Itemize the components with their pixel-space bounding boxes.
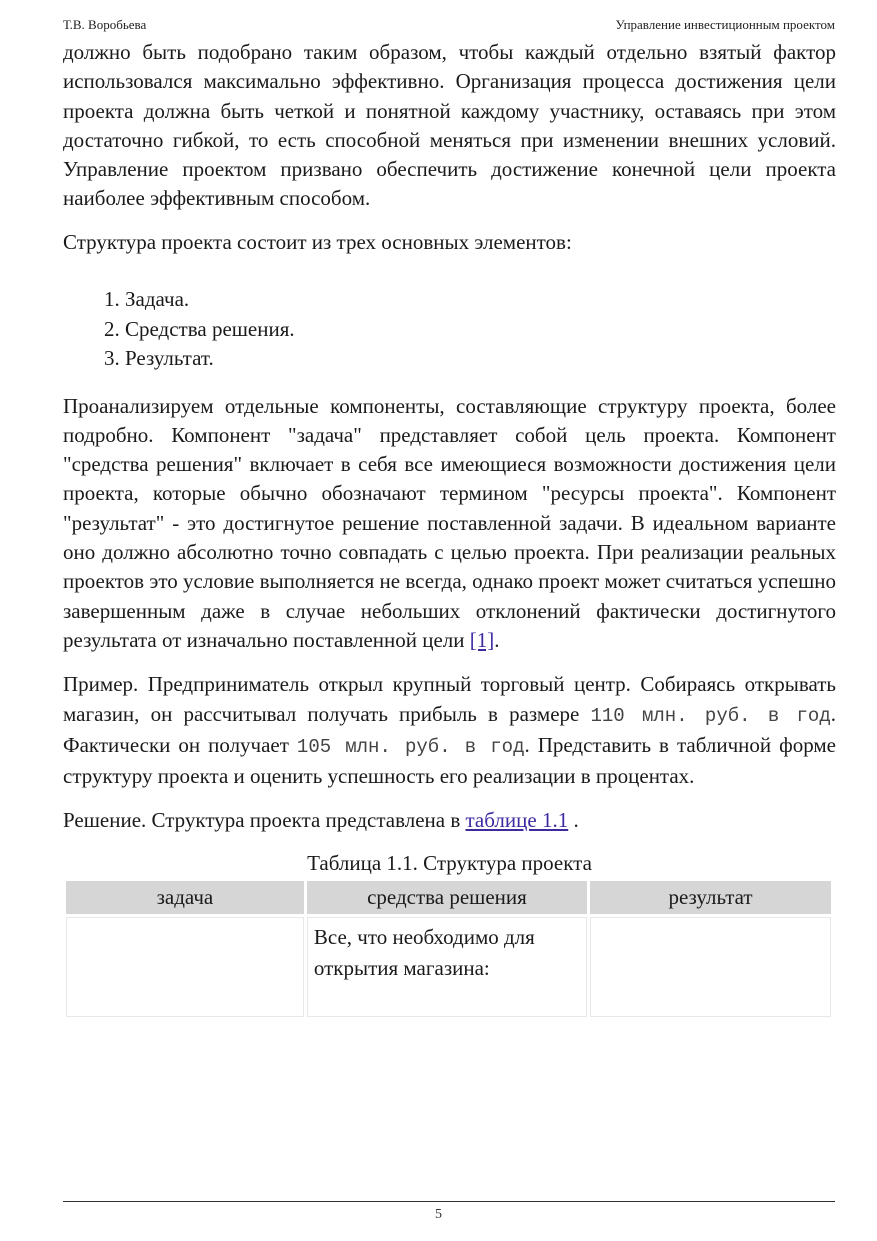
project-structure-table [63,878,834,1020]
reference-link[interactable]: [1] [469,627,495,652]
table-link[interactable]: таблице 1.1 [465,808,569,833]
document-body [63,38,836,1020]
example-text-3: . Представить в табличной форме структуру проекта и оценить успешность его реализации в процентах. [63,732,836,789]
solution-text: Решение. Структура проекта представлена в [63,808,466,833]
actual-profit-value: 105 млн. руб. в год [296,735,525,758]
list-item: 2. Средства решения. [125,315,836,345]
table-header-cell: задача [66,881,304,914]
intro-paragraph: должно быть подобрано таким образом, чтобы каждый отдельно взятый фактор использовался максимально эффективно. Организация процесса достижения цели проекта должна быть четкой и понятной каждому участнику, оставаясь при этом достаточно гибкой, то есть способной меняться при изменении внешних условий. Управление проектом призвано обеспечить достижение конечной цели проекта наиболее эффективным способом. [63,40,836,211]
table-cell [66,917,304,1017]
analysis-text: Проанализируем отдельные компоненты, составляющие структуру проекта, более подробно. Компонент "задача" представляет собой цель проекта. Компонент "средства решения" включает в себя все имеющиеся возможности достижения цели проекта, которые обычно обозначают термином "ресурсы проекта". Компонент "результат" - это достигнутое решение поставленной задачи. В идеальном варианте оно должно абсолютно точно совпадать с целью проекта. При реализации реальных проектов это условие выполняется не всегда, однако проект может считаться успешно завершенным даже в случае небольших отклонений фактически достигнутого результата от изначально поставленной цели [63,393,836,652]
expected-profit-value: 110 млн. руб. в год [590,704,831,727]
table-header-cell: результат [590,881,831,914]
table-header-cell: средства решения [307,881,587,914]
page-header [63,17,835,33]
table-caption: Таблица 1.1. Структура проекта [307,850,592,875]
solution-end: . [568,808,579,833]
structure-intro-paragraph: Структура проекта состоит из трех основных элементов: [63,229,572,254]
footer-divider [63,1201,835,1202]
table-cell [590,917,831,1017]
example-text-2: . Фактически он получает [63,701,836,757]
analysis-paragraph [63,392,836,656]
list-item: 3. Результат. [125,344,836,374]
example-paragraph [63,670,836,791]
table-row [66,917,831,1017]
analysis-end: . [494,627,500,652]
page-number: 5 [435,1207,442,1222]
example-text-1: Пример. Предприниматель открыл крупный торговый центр. Собираясь открывать магазин, он рассчитывал получать прибыль в размере [63,672,836,726]
solution-paragraph [63,806,836,835]
table-cell: Все, что необходимо для открытия магазина: [307,917,587,1017]
header-author: Т.В. Воробьева [63,17,147,32]
structure-list [63,285,836,374]
list-item: 1. Задача. [125,285,836,315]
table-header-row [66,881,831,914]
header-title: Управление инвестиционным проектом [615,17,835,32]
